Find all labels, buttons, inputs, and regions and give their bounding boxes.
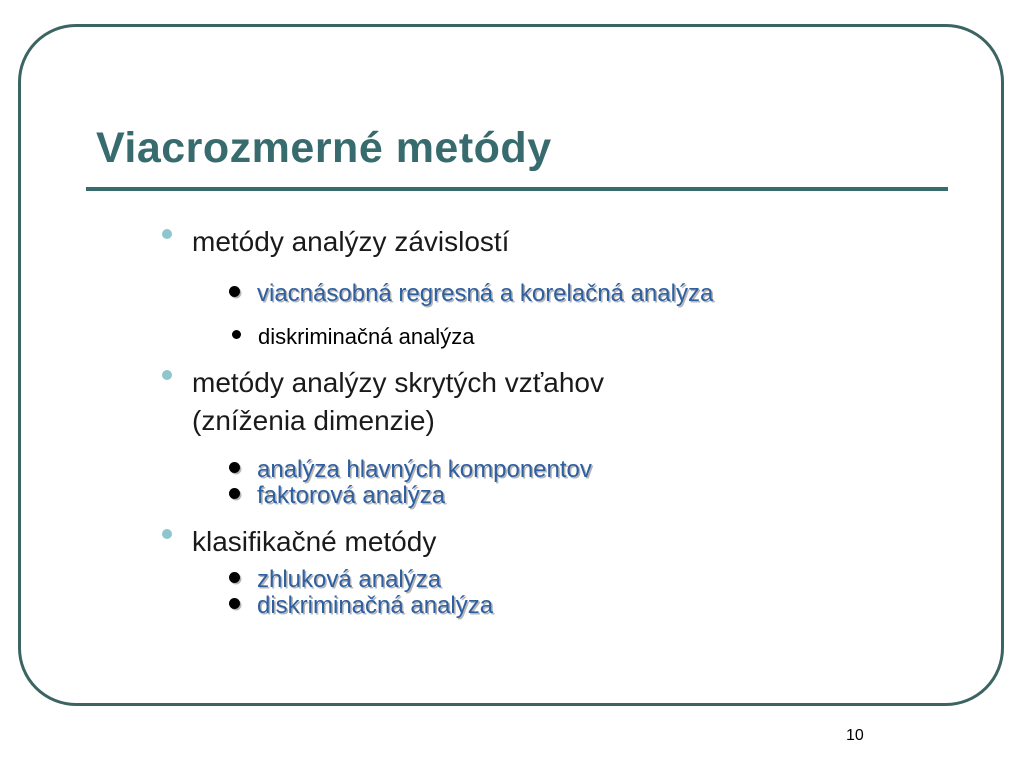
link-text[interactable]: faktorová analýza xyxy=(257,482,446,509)
bullet-dot-icon xyxy=(162,229,172,239)
bullet-dot-icon xyxy=(162,529,172,539)
title-underline xyxy=(86,187,948,191)
link-text[interactable]: analýza hlavných komponentov xyxy=(257,456,592,483)
bullet-dot-icon xyxy=(229,462,240,473)
bullet-dot-icon xyxy=(162,370,172,380)
subitem-text: diskriminačná analýza xyxy=(258,324,475,349)
link-discriminant-analysis[interactable] xyxy=(257,592,493,620)
page-number: 10 xyxy=(846,727,864,744)
slide-title: Viacrozmerné metódy xyxy=(96,124,552,172)
subitem-discriminant xyxy=(258,324,474,350)
link-text[interactable]: viacnásobná regresná a korelačná analýza xyxy=(257,280,714,307)
bullet-dot-icon xyxy=(232,330,241,339)
bullet-text-line2: (zníženia dimenzie) xyxy=(192,405,435,436)
bullet-dot-icon xyxy=(229,598,240,609)
bullet-dot-icon xyxy=(229,572,240,583)
link-multiple-regression[interactable] xyxy=(257,280,713,308)
link-text[interactable]: diskriminačná analýza xyxy=(257,592,494,619)
bullet-classification-methods xyxy=(192,526,436,558)
bullet-dependency-methods xyxy=(192,226,509,258)
link-principal-components[interactable] xyxy=(257,456,592,484)
bullet-latent-methods-line2 xyxy=(192,405,435,437)
link-text[interactable]: zhluková analýza xyxy=(257,566,442,593)
bullet-text: klasifikačné metódy xyxy=(192,526,437,557)
bullet-latent-methods xyxy=(192,367,604,399)
bullet-text-line1: metódy analýzy skrytých vzťahov xyxy=(192,367,604,398)
link-factor-analysis[interactable] xyxy=(257,482,445,510)
bullet-dot-icon xyxy=(229,488,240,499)
link-cluster-analysis[interactable] xyxy=(257,566,441,594)
bullet-dot-icon xyxy=(229,286,240,297)
bullet-text: metódy analýzy závislostí xyxy=(192,226,510,257)
